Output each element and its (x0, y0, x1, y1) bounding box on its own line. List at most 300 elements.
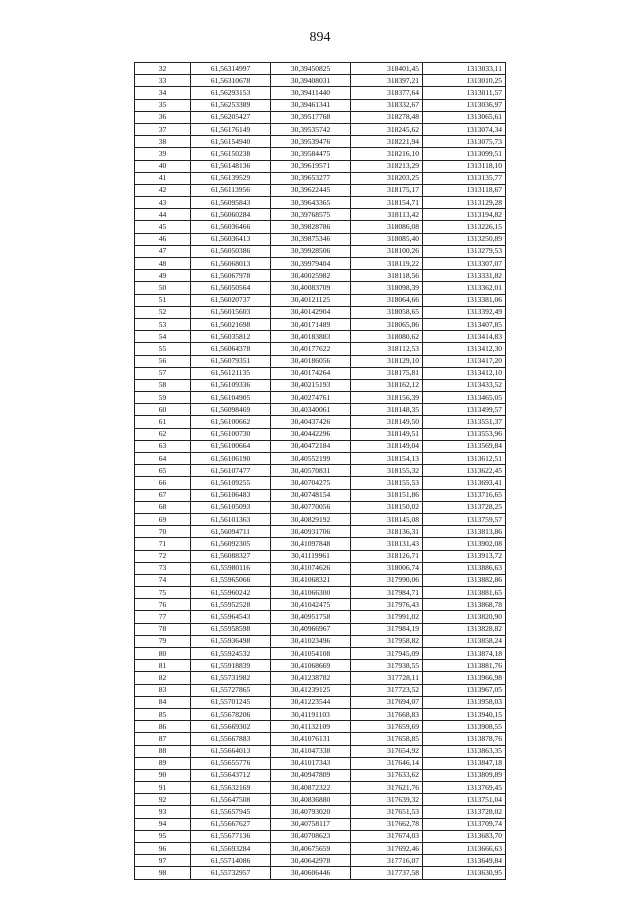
longitude-cell: 30,41223544 (271, 696, 351, 708)
x-coordinate-cell: 318213,29 (351, 160, 423, 172)
point-number-cell: 40 (135, 160, 191, 172)
y-coordinate-cell: 1313858,24 (423, 635, 506, 647)
coordinates-table-body (135, 63, 506, 880)
x-coordinate-cell: 318086,08 (351, 221, 423, 233)
point-number-cell: 82 (135, 672, 191, 684)
latitude-cell: 61,56109255 (191, 477, 271, 489)
table-row (135, 550, 506, 562)
point-number-cell: 37 (135, 123, 191, 135)
y-coordinate-cell: 1313759,57 (423, 513, 506, 525)
table-row (135, 87, 506, 99)
coordinates-table (134, 62, 506, 880)
latitude-cell: 61,55936498 (191, 635, 271, 647)
x-coordinate-cell: 318112,53 (351, 343, 423, 355)
y-coordinate-cell: 1313966,98 (423, 672, 506, 684)
y-coordinate-cell: 1313630,95 (423, 867, 506, 879)
y-coordinate-cell: 1313868,78 (423, 599, 506, 611)
table-row (135, 184, 506, 196)
longitude-cell: 30,39461341 (271, 99, 351, 111)
latitude-cell: 61,55952528 (191, 599, 271, 611)
x-coordinate-cell: 318216,10 (351, 148, 423, 160)
point-number-cell: 65 (135, 465, 191, 477)
point-number-cell: 57 (135, 367, 191, 379)
point-number-cell: 58 (135, 379, 191, 391)
longitude-cell: 30,39928506 (271, 245, 351, 257)
x-coordinate-cell: 317737,58 (351, 867, 423, 879)
point-number-cell: 91 (135, 782, 191, 794)
table-row (135, 258, 506, 270)
table-row (135, 355, 506, 367)
point-number-cell: 45 (135, 221, 191, 233)
point-number-cell: 92 (135, 794, 191, 806)
latitude-cell: 61,55677136 (191, 830, 271, 842)
y-coordinate-cell: 1313074,34 (423, 123, 506, 135)
point-number-cell: 60 (135, 404, 191, 416)
y-coordinate-cell: 1313551,37 (423, 416, 506, 428)
longitude-cell: 30,39979404 (271, 258, 351, 270)
longitude-cell: 30,41076131 (271, 733, 351, 745)
table-row (135, 63, 506, 75)
latitude-cell: 61,56106483 (191, 489, 271, 501)
table-row (135, 245, 506, 257)
longitude-cell: 30,39539476 (271, 136, 351, 148)
latitude-cell: 61,55647508 (191, 794, 271, 806)
y-coordinate-cell: 1313412,30 (423, 343, 506, 355)
x-coordinate-cell: 317633,62 (351, 769, 423, 781)
table-row (135, 648, 506, 660)
y-coordinate-cell: 1313407,85 (423, 318, 506, 330)
longitude-cell: 30,40748154 (271, 489, 351, 501)
point-number-cell: 72 (135, 550, 191, 562)
point-number-cell: 36 (135, 111, 191, 123)
point-number-cell: 88 (135, 745, 191, 757)
point-number-cell: 93 (135, 806, 191, 818)
longitude-cell: 30,40171489 (271, 318, 351, 330)
point-number-cell: 85 (135, 708, 191, 720)
longitude-cell: 30,40770056 (271, 501, 351, 513)
point-number-cell: 43 (135, 197, 191, 209)
x-coordinate-cell: 317639,32 (351, 794, 423, 806)
table-row (135, 331, 506, 343)
latitude-cell: 61,56113956 (191, 184, 271, 196)
x-coordinate-cell: 317984,71 (351, 587, 423, 599)
table-row (135, 367, 506, 379)
longitude-cell: 30,40340061 (271, 404, 351, 416)
longitude-cell: 30,40836880 (271, 794, 351, 806)
point-number-cell: 71 (135, 538, 191, 550)
point-number-cell: 66 (135, 477, 191, 489)
point-number-cell: 51 (135, 294, 191, 306)
latitude-cell: 61,55669302 (191, 721, 271, 733)
y-coordinate-cell: 1313649,84 (423, 855, 506, 867)
x-coordinate-cell: 317984,19 (351, 623, 423, 635)
point-number-cell: 47 (135, 245, 191, 257)
y-coordinate-cell: 1313129,28 (423, 197, 506, 209)
table-row (135, 172, 506, 184)
longitude-cell: 30,39535742 (271, 123, 351, 135)
longitude-cell: 30,41119961 (271, 550, 351, 562)
longitude-cell: 30,40931706 (271, 526, 351, 538)
x-coordinate-cell: 318118,56 (351, 270, 423, 282)
latitude-cell: 61,56154940 (191, 136, 271, 148)
x-coordinate-cell: 318155,53 (351, 477, 423, 489)
y-coordinate-cell: 1313886,63 (423, 562, 506, 574)
point-number-cell: 98 (135, 867, 191, 879)
longitude-cell: 30,39584475 (271, 148, 351, 160)
x-coordinate-cell: 318148,35 (351, 404, 423, 416)
point-number-cell: 63 (135, 440, 191, 452)
x-coordinate-cell: 318154,13 (351, 453, 423, 465)
latitude-cell: 61,56148136 (191, 160, 271, 172)
table-row (135, 404, 506, 416)
x-coordinate-cell: 318136,31 (351, 526, 423, 538)
point-number-cell: 39 (135, 148, 191, 160)
table-row (135, 830, 506, 842)
point-number-cell: 68 (135, 501, 191, 513)
longitude-cell: 30,40437426 (271, 416, 351, 428)
y-coordinate-cell: 1313381,06 (423, 294, 506, 306)
longitude-cell: 30,41097848 (271, 538, 351, 550)
longitude-cell: 30,39517768 (271, 111, 351, 123)
latitude-cell: 61,56050386 (191, 245, 271, 257)
latitude-cell: 61,55693284 (191, 843, 271, 855)
point-number-cell: 87 (135, 733, 191, 745)
x-coordinate-cell: 318064,66 (351, 294, 423, 306)
longitude-cell: 30,40183883 (271, 331, 351, 343)
longitude-cell: 30,40947809 (271, 769, 351, 781)
table-row (135, 538, 506, 550)
longitude-cell: 30,40704275 (271, 477, 351, 489)
y-coordinate-cell: 1313414,83 (423, 331, 506, 343)
point-number-cell: 42 (135, 184, 191, 196)
latitude-cell: 61,56020737 (191, 294, 271, 306)
x-coordinate-cell: 317621,76 (351, 782, 423, 794)
point-number-cell: 54 (135, 331, 191, 343)
point-number-cell: 34 (135, 87, 191, 99)
longitude-cell: 30,40215193 (271, 379, 351, 391)
latitude-cell: 61,56095843 (191, 197, 271, 209)
longitude-cell: 30,39450825 (271, 63, 351, 75)
table-row (135, 526, 506, 538)
x-coordinate-cell: 318156,39 (351, 392, 423, 404)
y-coordinate-cell: 1313433,52 (423, 379, 506, 391)
y-coordinate-cell: 1313194,82 (423, 209, 506, 221)
y-coordinate-cell: 1313847,18 (423, 757, 506, 769)
latitude-cell: 61,55643712 (191, 769, 271, 781)
y-coordinate-cell: 1313362,01 (423, 282, 506, 294)
table-row (135, 294, 506, 306)
table-row (135, 306, 506, 318)
latitude-cell: 61,56100730 (191, 428, 271, 440)
table-row (135, 270, 506, 282)
x-coordinate-cell: 317723,52 (351, 684, 423, 696)
longitude-cell: 30,39622445 (271, 184, 351, 196)
longitude-cell: 30,40274761 (271, 392, 351, 404)
longitude-cell: 30,41023496 (271, 635, 351, 647)
latitude-cell: 61,55960242 (191, 587, 271, 599)
x-coordinate-cell: 318332,67 (351, 99, 423, 111)
longitude-cell: 30,40472184 (271, 440, 351, 452)
latitude-cell: 61,55918839 (191, 660, 271, 672)
longitude-cell: 30,41017343 (271, 757, 351, 769)
table-row (135, 782, 506, 794)
x-coordinate-cell: 317658,85 (351, 733, 423, 745)
table-row (135, 513, 506, 525)
table-row (135, 111, 506, 123)
y-coordinate-cell: 1313874,18 (423, 648, 506, 660)
latitude-cell: 61,55727865 (191, 684, 271, 696)
x-coordinate-cell: 318058,65 (351, 306, 423, 318)
point-number-cell: 48 (135, 258, 191, 270)
x-coordinate-cell: 318129,10 (351, 355, 423, 367)
y-coordinate-cell: 1313716,65 (423, 489, 506, 501)
y-coordinate-cell: 1313010,25 (423, 75, 506, 87)
latitude-cell: 61,56293153 (191, 87, 271, 99)
latitude-cell: 61,56036466 (191, 221, 271, 233)
x-coordinate-cell: 318085,40 (351, 233, 423, 245)
y-coordinate-cell: 1313412,10 (423, 367, 506, 379)
table-row (135, 587, 506, 599)
longitude-cell: 30,40872322 (271, 782, 351, 794)
table-row (135, 708, 506, 720)
y-coordinate-cell: 1313908,55 (423, 721, 506, 733)
table-row (135, 99, 506, 111)
y-coordinate-cell: 1313612,51 (423, 453, 506, 465)
longitude-cell: 30,40675659 (271, 843, 351, 855)
table-row (135, 672, 506, 684)
longitude-cell: 30,40025982 (271, 270, 351, 282)
x-coordinate-cell: 317654,92 (351, 745, 423, 757)
point-number-cell: 69 (135, 513, 191, 525)
x-coordinate-cell: 318175,17 (351, 184, 423, 196)
table-row (135, 623, 506, 635)
table-row (135, 148, 506, 160)
y-coordinate-cell: 1313813,86 (423, 526, 506, 538)
y-coordinate-cell: 1313809,89 (423, 769, 506, 781)
x-coordinate-cell: 317991,02 (351, 611, 423, 623)
latitude-cell: 61,55964543 (191, 611, 271, 623)
y-coordinate-cell: 1313279,53 (423, 245, 506, 257)
y-coordinate-cell: 1313118,67 (423, 184, 506, 196)
y-coordinate-cell: 1313693,41 (423, 477, 506, 489)
y-coordinate-cell: 1313569,84 (423, 440, 506, 452)
y-coordinate-cell: 1313622,45 (423, 465, 506, 477)
x-coordinate-cell: 318065,06 (351, 318, 423, 330)
point-number-cell: 96 (135, 843, 191, 855)
point-number-cell: 33 (135, 75, 191, 87)
point-number-cell: 70 (135, 526, 191, 538)
table-row (135, 75, 506, 87)
latitude-cell: 61,56121135 (191, 367, 271, 379)
latitude-cell: 61,56098469 (191, 404, 271, 416)
latitude-cell: 61,55714086 (191, 855, 271, 867)
y-coordinate-cell: 1313728,25 (423, 501, 506, 513)
point-number-cell: 67 (135, 489, 191, 501)
page-number: 894 (309, 30, 331, 45)
longitude-cell: 30,41074626 (271, 562, 351, 574)
x-coordinate-cell: 318150,02 (351, 501, 423, 513)
x-coordinate-cell: 318080,62 (351, 331, 423, 343)
latitude-cell: 61,56021698 (191, 318, 271, 330)
x-coordinate-cell: 318131,43 (351, 538, 423, 550)
x-coordinate-cell: 318145,08 (351, 513, 423, 525)
point-number-cell: 53 (135, 318, 191, 330)
table-row (135, 733, 506, 745)
x-coordinate-cell: 318149,50 (351, 416, 423, 428)
latitude-cell: 61,56139529 (191, 172, 271, 184)
longitude-cell: 30,39875346 (271, 233, 351, 245)
longitude-cell: 30,41047338 (271, 745, 351, 757)
y-coordinate-cell: 1313967,05 (423, 684, 506, 696)
latitude-cell: 61,56104905 (191, 392, 271, 404)
point-number-cell: 73 (135, 562, 191, 574)
table-row (135, 343, 506, 355)
x-coordinate-cell: 317945,09 (351, 648, 423, 660)
latitude-cell: 61,55958598 (191, 623, 271, 635)
latitude-cell: 61,55655776 (191, 757, 271, 769)
latitude-cell: 61,56036413 (191, 233, 271, 245)
x-coordinate-cell: 318203,25 (351, 172, 423, 184)
longitude-cell: 30,39828786 (271, 221, 351, 233)
y-coordinate-cell: 1313881,65 (423, 587, 506, 599)
y-coordinate-cell: 1313913,72 (423, 550, 506, 562)
latitude-cell: 61,56015603 (191, 306, 271, 318)
latitude-cell: 61,55732957 (191, 867, 271, 879)
y-coordinate-cell: 1313033,11 (423, 63, 506, 75)
y-coordinate-cell: 1313417,20 (423, 355, 506, 367)
y-coordinate-cell: 1313820,90 (423, 611, 506, 623)
latitude-cell: 61,56060284 (191, 209, 271, 221)
y-coordinate-cell: 1313118,10 (423, 160, 506, 172)
y-coordinate-cell: 1313075,73 (423, 136, 506, 148)
point-number-cell: 44 (135, 209, 191, 221)
x-coordinate-cell: 317692,46 (351, 843, 423, 855)
table-row (135, 769, 506, 781)
y-coordinate-cell: 1313307,07 (423, 258, 506, 270)
x-coordinate-cell: 317674,03 (351, 830, 423, 842)
point-number-cell: 81 (135, 660, 191, 672)
point-number-cell: 59 (135, 392, 191, 404)
y-coordinate-cell: 1313499,57 (423, 404, 506, 416)
point-number-cell: 52 (135, 306, 191, 318)
table-row (135, 489, 506, 501)
table-row (135, 160, 506, 172)
latitude-cell: 61,55965066 (191, 574, 271, 586)
y-coordinate-cell: 1313065,61 (423, 111, 506, 123)
point-number-cell: 49 (135, 270, 191, 282)
point-number-cell: 64 (135, 453, 191, 465)
y-coordinate-cell: 1313878,76 (423, 733, 506, 745)
latitude-cell: 61,55667883 (191, 733, 271, 745)
longitude-cell: 30,40121125 (271, 294, 351, 306)
y-coordinate-cell: 1313882,86 (423, 574, 506, 586)
point-number-cell: 84 (135, 696, 191, 708)
point-number-cell: 38 (135, 136, 191, 148)
table-row (135, 416, 506, 428)
latitude-cell: 61,55657945 (191, 806, 271, 818)
table-row (135, 428, 506, 440)
latitude-cell: 61,55701245 (191, 696, 271, 708)
latitude-cell: 61,56068013 (191, 258, 271, 270)
longitude-cell: 30,39411440 (271, 87, 351, 99)
point-number-cell: 89 (135, 757, 191, 769)
latitude-cell: 61,56310678 (191, 75, 271, 87)
table-row (135, 318, 506, 330)
y-coordinate-cell: 1313683,70 (423, 830, 506, 842)
longitude-cell: 30,40606446 (271, 867, 351, 879)
longitude-cell: 30,40083709 (271, 282, 351, 294)
latitude-cell: 61,55664013 (191, 745, 271, 757)
y-coordinate-cell: 1313135,77 (423, 172, 506, 184)
x-coordinate-cell: 318175,81 (351, 367, 423, 379)
x-coordinate-cell: 317694,07 (351, 696, 423, 708)
point-number-cell: 55 (135, 343, 191, 355)
x-coordinate-cell: 318245,62 (351, 123, 423, 135)
longitude-cell: 30,40142904 (271, 306, 351, 318)
point-number-cell: 76 (135, 599, 191, 611)
point-number-cell: 74 (135, 574, 191, 586)
table-row (135, 843, 506, 855)
table-row (135, 757, 506, 769)
latitude-cell: 61,56088327 (191, 550, 271, 562)
y-coordinate-cell: 1313728,02 (423, 806, 506, 818)
table-row (135, 392, 506, 404)
y-coordinate-cell: 1313226,15 (423, 221, 506, 233)
x-coordinate-cell: 318119,22 (351, 258, 423, 270)
longitude-cell: 30,40829192 (271, 513, 351, 525)
latitude-cell: 61,56100664 (191, 440, 271, 452)
longitude-cell: 30,40708623 (271, 830, 351, 842)
y-coordinate-cell: 1313863,35 (423, 745, 506, 757)
x-coordinate-cell: 318100,26 (351, 245, 423, 257)
table-row (135, 440, 506, 452)
table-row (135, 867, 506, 879)
table-row (135, 745, 506, 757)
point-number-cell: 62 (135, 428, 191, 440)
x-coordinate-cell: 317958,82 (351, 635, 423, 647)
table-row (135, 197, 506, 209)
table-row (135, 684, 506, 696)
longitude-cell: 30,39643365 (271, 197, 351, 209)
table-row (135, 282, 506, 294)
point-number-cell: 77 (135, 611, 191, 623)
latitude-cell: 61,56092305 (191, 538, 271, 550)
latitude-cell: 61,55678206 (191, 708, 271, 720)
point-number-cell: 79 (135, 635, 191, 647)
longitude-cell: 30,41068669 (271, 660, 351, 672)
x-coordinate-cell: 317659,69 (351, 721, 423, 733)
latitude-cell: 61,56079351 (191, 355, 271, 367)
longitude-cell: 30,41042475 (271, 599, 351, 611)
x-coordinate-cell: 318377,64 (351, 87, 423, 99)
longitude-cell: 30,40177622 (271, 343, 351, 355)
point-number-cell: 75 (135, 587, 191, 599)
longitude-cell: 30,41238782 (271, 672, 351, 684)
latitude-cell: 61,55980116 (191, 562, 271, 574)
y-coordinate-cell: 1313881,76 (423, 660, 506, 672)
table-row (135, 794, 506, 806)
latitude-cell: 61,56107477 (191, 465, 271, 477)
longitude-cell: 30,40758117 (271, 818, 351, 830)
latitude-cell: 61,56109336 (191, 379, 271, 391)
y-coordinate-cell: 1313958,03 (423, 696, 506, 708)
longitude-cell: 30,40793020 (271, 806, 351, 818)
latitude-cell: 61,56050564 (191, 282, 271, 294)
table-row (135, 806, 506, 818)
x-coordinate-cell: 318278,48 (351, 111, 423, 123)
x-coordinate-cell: 317716,07 (351, 855, 423, 867)
latitude-cell: 61,55731982 (191, 672, 271, 684)
